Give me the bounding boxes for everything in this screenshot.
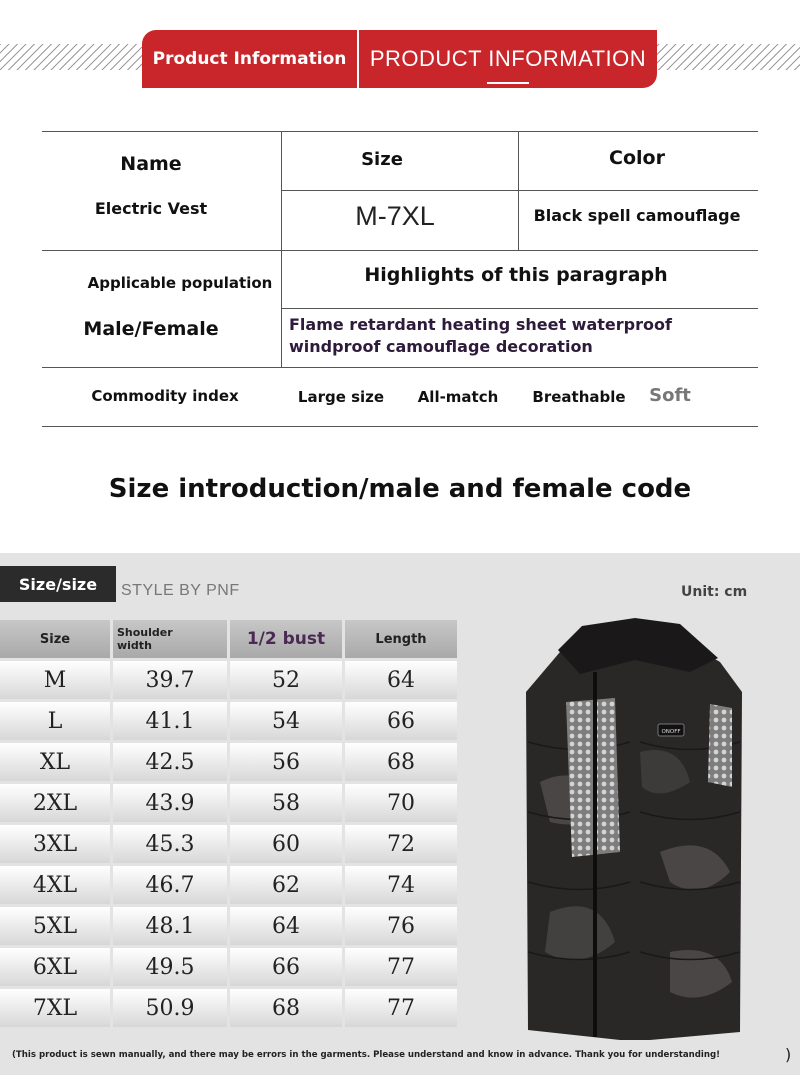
cell-bust: 54: [230, 702, 342, 740]
size-chart-header: [0, 620, 460, 658]
color-value: Black spell camouflage: [533, 206, 741, 225]
cell-shoulder: 43.9: [113, 784, 227, 822]
cell-bust: 62: [230, 866, 342, 904]
cell-size: 6XL: [0, 948, 110, 986]
cell-length: 72: [345, 825, 457, 863]
index-item-breathable: Breathable: [532, 388, 626, 406]
table-border-row3: [42, 367, 758, 368]
size-section-title: Size introduction/male and female code: [108, 474, 692, 504]
header-half-bust: 1/2 bust: [230, 620, 342, 658]
cell-size: 3XL: [0, 825, 110, 863]
cell-size: 4XL: [0, 866, 110, 904]
population-value: Male/Female: [83, 318, 219, 340]
cell-bust: 68: [230, 989, 342, 1027]
size-chart-table: [0, 620, 460, 1030]
cell-shoulder: 39.7: [113, 661, 227, 699]
banner-title-right-text: PRODUCT INFORMATION: [369, 46, 647, 71]
footer-paren: ): [785, 1045, 792, 1064]
cell-shoulder: 41.1: [113, 702, 227, 740]
table-border-bottom: [42, 426, 758, 427]
cell-bust: 66: [230, 948, 342, 986]
header-length: Length: [345, 620, 457, 658]
table-row: [0, 784, 460, 822]
size-label: Size: [361, 149, 403, 170]
cell-length: 70: [345, 784, 457, 822]
decorative-stripes-left: [0, 44, 150, 70]
cell-size: 2XL: [0, 784, 110, 822]
cell-size: L: [0, 702, 110, 740]
population-label: Applicable population: [87, 274, 273, 292]
cell-size: 7XL: [0, 989, 110, 1027]
decorative-stripes-right: [650, 44, 800, 70]
table-row: [0, 661, 460, 699]
table-row: [0, 989, 460, 1027]
cell-shoulder: 49.5: [113, 948, 227, 986]
banner-title-right: [359, 46, 657, 72]
table-border-top: [42, 131, 758, 132]
cell-bust: 58: [230, 784, 342, 822]
cell-shoulder: 46.7: [113, 866, 227, 904]
color-label: Color: [609, 147, 665, 169]
name-value: Electric Vest: [94, 199, 208, 218]
cell-length: 77: [345, 989, 457, 1027]
banner-underline: [487, 82, 529, 84]
table-row: [0, 948, 460, 986]
cell-bust: 56: [230, 743, 342, 781]
unit-label: Unit: cm: [681, 584, 748, 600]
cell-size: 5XL: [0, 907, 110, 945]
cell-size: XL: [0, 743, 110, 781]
cell-bust: 60: [230, 825, 342, 863]
highlights-line-1: Flame retardant heating sheet waterproof: [289, 315, 672, 334]
name-label: Name: [120, 153, 182, 175]
footer-note: (This product is sewn manually, and there may be errors in the garments. Please understand and know in advance. Thank you for understanding!: [12, 1050, 721, 1060]
index-item-large-size: Large size: [297, 388, 385, 406]
cell-shoulder: 50.9: [113, 989, 227, 1027]
table-divider-col2: [518, 131, 519, 250]
index-item-all-match: All-match: [417, 388, 499, 406]
cell-length: 76: [345, 907, 457, 945]
table-border-row1-mid: [281, 190, 758, 191]
size-value: M-7XL: [355, 201, 435, 231]
cell-length: 77: [345, 948, 457, 986]
cell-size: M: [0, 661, 110, 699]
highlights-label: Highlights of this paragraph: [364, 264, 668, 286]
cell-shoulder: 42.5: [113, 743, 227, 781]
cell-shoulder: 48.1: [113, 907, 227, 945]
table-row: [0, 743, 460, 781]
table-row: [0, 866, 460, 904]
header-shoulder-line2: width: [117, 639, 152, 652]
header-size: Size: [0, 620, 110, 658]
cell-shoulder: 45.3: [113, 825, 227, 863]
vest-product-image: [520, 612, 750, 1044]
table-divider-col1: [281, 131, 282, 367]
cell-length: 66: [345, 702, 457, 740]
cell-length: 68: [345, 743, 457, 781]
table-border-row2-mid: [281, 308, 758, 309]
cell-length: 74: [345, 866, 457, 904]
cell-length: 64: [345, 661, 457, 699]
size-size-label: Size/size: [0, 566, 116, 602]
vest-button-label: ONOFF: [661, 729, 681, 735]
banner-title-left: Product Information: [152, 49, 347, 69]
style-by-text: STYLE BY PNF: [121, 582, 240, 599]
highlights-line-2: windproof camouflage decoration: [289, 337, 593, 356]
table-row: [0, 702, 460, 740]
cell-bust: 52: [230, 661, 342, 699]
commodity-index-label: Commodity index: [91, 387, 239, 405]
header-shoulder-line1: Shoulder: [117, 626, 173, 639]
cell-bust: 64: [230, 907, 342, 945]
table-row: [0, 825, 460, 863]
index-item-soft: Soft: [649, 385, 691, 406]
header-shoulder-width: [113, 620, 227, 658]
table-border-row2: [42, 250, 758, 251]
table-row: [0, 907, 460, 945]
product-info-banner: [142, 30, 657, 88]
